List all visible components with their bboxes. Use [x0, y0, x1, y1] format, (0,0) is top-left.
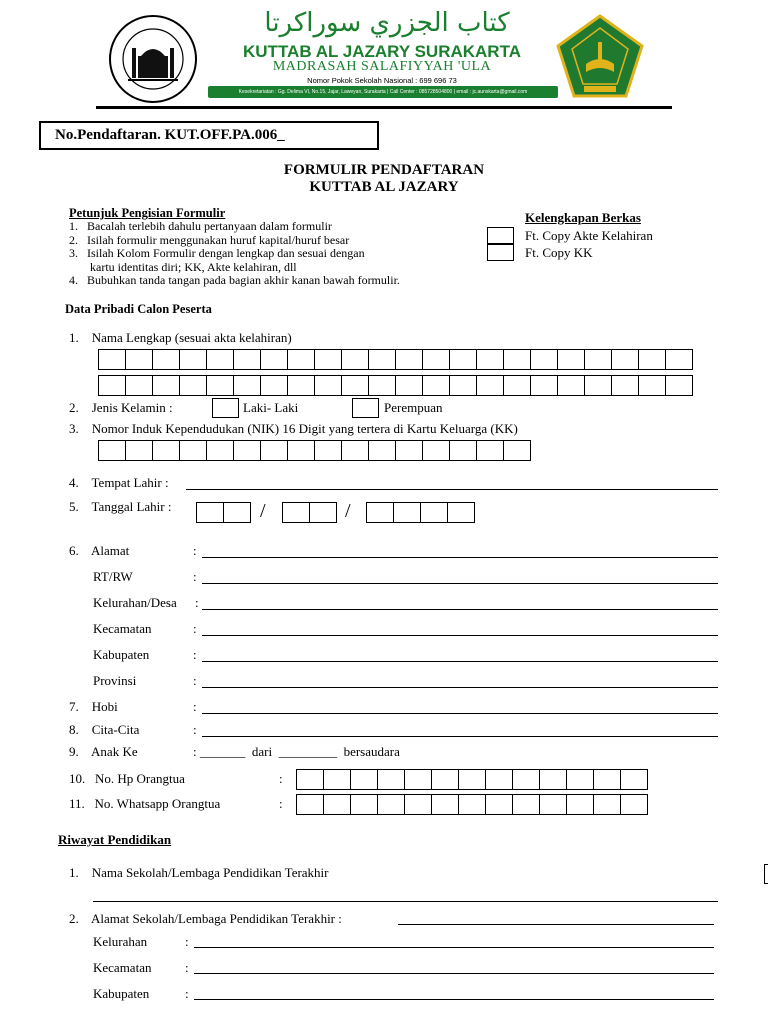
checkbox-akte[interactable] [487, 227, 514, 244]
school-name-line[interactable] [93, 901, 718, 902]
school-address-line[interactable] [398, 924, 714, 925]
kelurahan-line[interactable] [202, 609, 718, 610]
colon: : [193, 621, 197, 636]
edu-kecamatan-label: Kecamatan [93, 960, 152, 975]
q9-child-order-label: 9. Anak Ke [69, 744, 138, 759]
q6-address-label: 6. Alamat [69, 543, 130, 558]
instruction-item: 2. Isilah formulir menggunakan huruf kapital/huruf besar [69, 232, 350, 247]
edu-q2-school-address-label: 2. Alamat Sekolah/Lembaga Pendidikan Terakhir : [69, 911, 342, 926]
q7-hobby-label: 7. Hobi [69, 699, 118, 714]
instruction-item: 3. Isilah Kolom Formulir dengan lengkap dan sesuai dengan [69, 246, 365, 260]
q4-birthplace-label: 4. Tempat Lahir : [69, 475, 169, 490]
colon: : [185, 986, 189, 1001]
full-name-boxes-row1[interactable] [98, 349, 692, 370]
kemenag-emblem [556, 14, 644, 98]
birthplace-line[interactable] [186, 489, 718, 490]
aspiration-line[interactable] [202, 736, 718, 737]
q8-aspiration-label: 8. Cita-Cita [69, 722, 140, 737]
parent-whatsapp-boxes[interactable] [296, 794, 647, 815]
q2-gender-label: 2. Jenis Kelamin : [69, 400, 173, 415]
npsn-text: Nomor Pokok Sekolah Nasional : 699 696 73 [307, 76, 457, 85]
colon: : [185, 934, 189, 949]
q1-full-name-label: 1. Nama Lengkap (sesuai akta kelahiran) [69, 330, 292, 345]
kabupaten-line[interactable] [202, 661, 718, 662]
kelurahan-label: Kelurahan/Desa [93, 595, 177, 610]
q10-parent-phone-label: 10. No. Hp Orangtua [69, 771, 185, 786]
registration-number-box [39, 121, 379, 150]
school-seal-logo [108, 14, 198, 104]
colon: : [193, 722, 197, 737]
documents-heading: Kelengkapan Berkas [525, 210, 641, 225]
kecamatan-line[interactable] [202, 635, 718, 636]
birthdate-year-boxes[interactable] [366, 502, 474, 523]
document-akte-label: Ft. Copy Akte Kelahiran [525, 228, 653, 243]
rtrw-line[interactable] [202, 583, 718, 584]
edu-kecamatan-line[interactable] [194, 973, 714, 974]
edu-kabupaten-label: Kabupaten [93, 986, 150, 1001]
date-separator: / [345, 500, 351, 522]
colon: : [279, 771, 283, 786]
checkbox-male[interactable] [212, 398, 239, 418]
colon: : [195, 595, 199, 610]
contact-banner: Kesekretariatan : Gg. Delima VI, No.15, Jajar, Laweyan, Surakarta | Call Center : 085728504800 | email : jc.aunskarta@gmail.com [208, 86, 558, 98]
q5-birthdate-label: 5. Tanggal Lahir : [69, 499, 172, 514]
child-order-fill[interactable]: : _______ dari _________ bersaudara [193, 744, 400, 759]
edu-kelurahan-line[interactable] [194, 947, 714, 948]
birthdate-month-boxes[interactable] [282, 502, 336, 523]
edu-kabupaten-line[interactable] [194, 999, 714, 1000]
page-edge-mark [764, 864, 768, 884]
kecamatan-label: Kecamatan [93, 621, 152, 636]
date-separator: / [260, 500, 266, 522]
edu-kelurahan-label: Kelurahan [93, 934, 148, 949]
kabupaten-label: Kabupaten [93, 647, 150, 662]
provinsi-label: Provinsi [93, 673, 137, 688]
instruction-item: 1. Bacalah terlebih dahulu pertanyaan dalam formulir [69, 219, 332, 233]
instruction-item: kartu identitas diri; KK, Akte kelahiran, dll [69, 259, 297, 274]
form-title-line2: KUTTAB AL JAZARY [309, 179, 459, 195]
education-heading: Riwayat Pendidikan [58, 832, 172, 847]
parent-phone-boxes[interactable] [296, 769, 647, 790]
arabic-title: كتاب الجزري سوراكرتا [264, 8, 510, 38]
provinsi-line[interactable] [202, 687, 718, 688]
school-name: KUTTAB AL JAZARY SURAKARTA [243, 42, 521, 61]
checkbox-kk[interactable] [487, 244, 514, 261]
full-name-boxes-row2[interactable] [98, 375, 692, 396]
hobby-line[interactable] [202, 713, 718, 714]
colon: : [185, 960, 189, 975]
birthdate-day-boxes[interactable] [196, 502, 250, 523]
colon: : [279, 796, 283, 811]
header-divider [96, 106, 672, 109]
colon: : [193, 673, 197, 688]
madrasah-name: MADRASAH SALAFIYYAH 'ULA [272, 59, 492, 74]
male-label: Laki- Laki [243, 400, 299, 415]
q3-nik-label: 3. Nomor Induk Kependudukan (NIK) 16 Digit yang tertera di Kartu Keluarga (KK) [69, 421, 518, 436]
q11-parent-whatsapp-label: 11. No. Whatsapp Orangtua [69, 796, 221, 811]
colon: : [193, 647, 197, 662]
address-line[interactable] [202, 557, 718, 558]
colon: : [193, 569, 197, 584]
registration-number: No.Pendaftaran. KUT.OFF.PA.006_ [55, 127, 285, 143]
colon: : [193, 543, 197, 558]
instructions-list [69, 220, 400, 288]
edu-q1-school-name-label: 1. Nama Sekolah/Lembaga Pendidikan Terakhir [69, 865, 329, 880]
colon: : [193, 699, 197, 714]
instruction-item: 4. Bubuhkan tanda tangan pada bagian akhir kanan bawah formulir. [69, 273, 400, 287]
checkbox-female[interactable] [352, 398, 379, 418]
female-label: Perempuan [384, 400, 443, 415]
document-kk-label: Ft. Copy KK [525, 245, 593, 260]
rtrw-label: RT/RW [93, 569, 133, 584]
instructions-heading: Petunjuk Pengisian Formulir [69, 206, 226, 220]
form-title-line1: FORMULIR PENDAFTARAN [283, 162, 485, 178]
personal-data-heading: Data Pribadi Calon Peserta [65, 302, 212, 316]
nik-boxes[interactable] [98, 440, 530, 461]
